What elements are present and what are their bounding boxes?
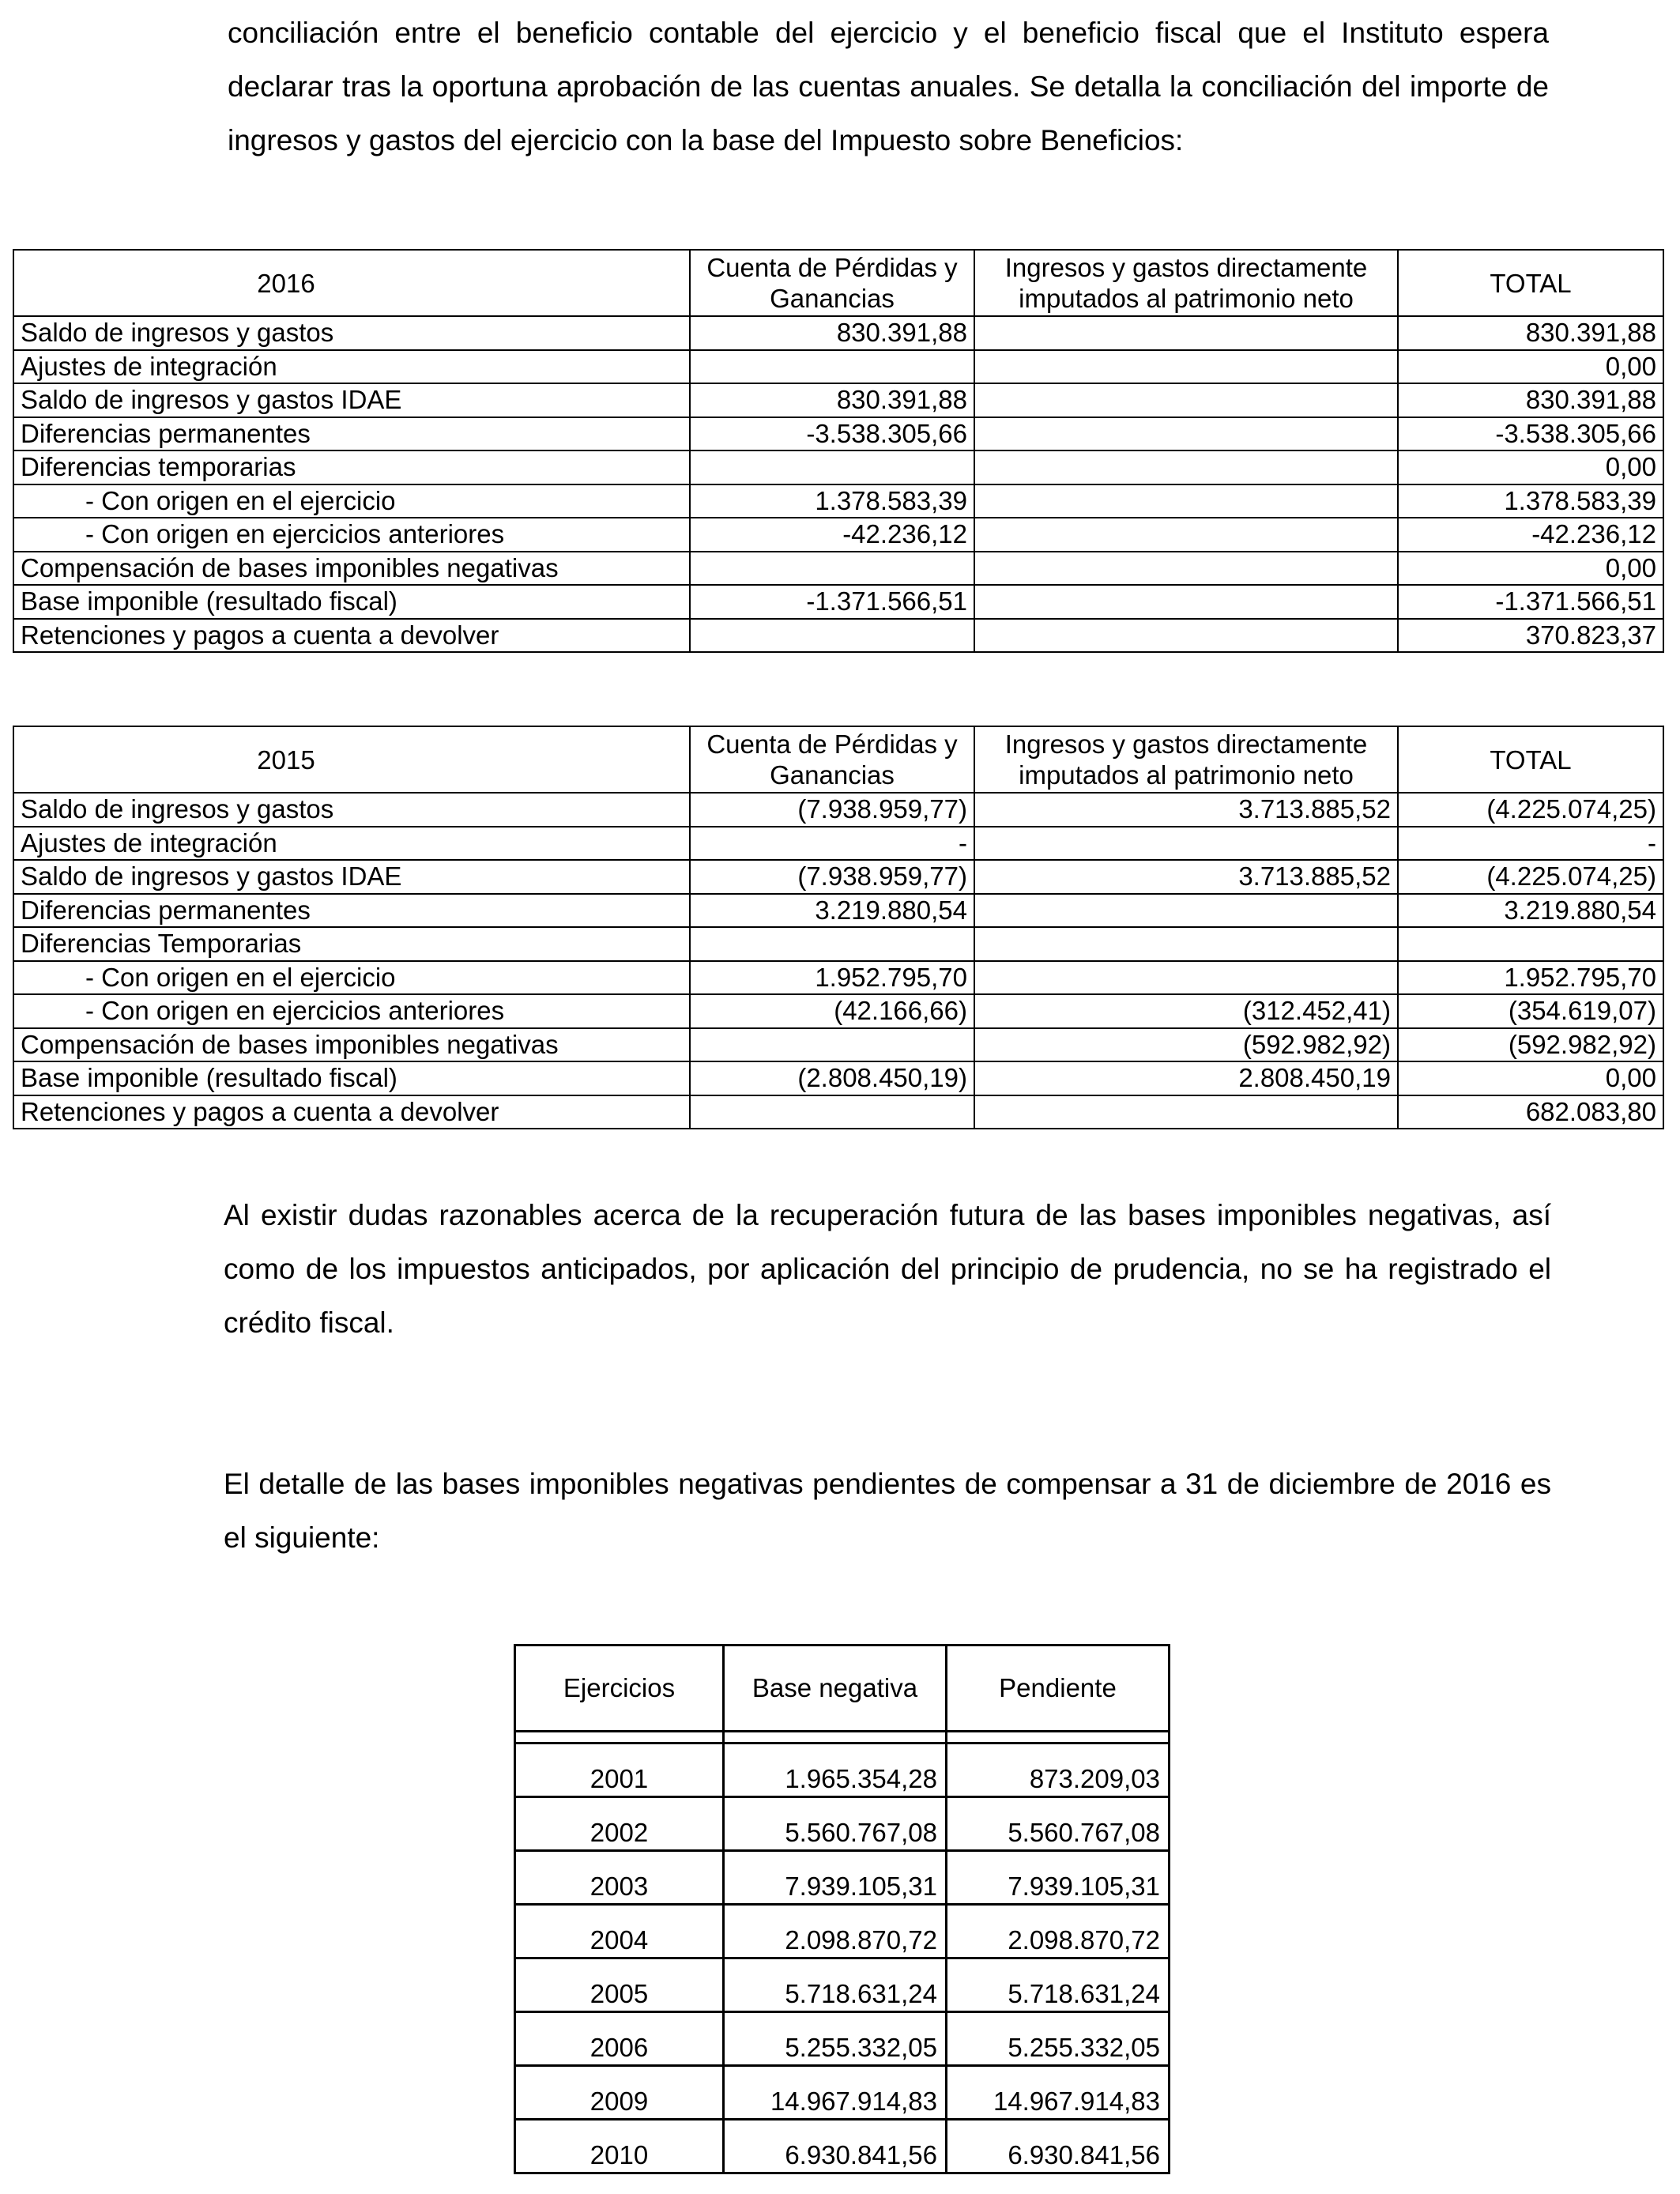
negative-tax-bases-table [514, 1644, 1170, 2174]
patrimonio-cell [974, 585, 1398, 619]
table-row [13, 1095, 1663, 1129]
table-row [13, 894, 1663, 928]
row-label: Compensación de bases imponibles negativas [13, 1028, 690, 1062]
row-label: Diferencias Temporarias [13, 927, 690, 961]
total-cell: 0,00 [1398, 350, 1663, 384]
total-cell: -3.538.305,66 [1398, 417, 1663, 451]
total-cell: (4.225.074,25) [1398, 860, 1663, 894]
total-cell: -42.236,12 [1398, 518, 1663, 552]
ejercicios-column-header: Ejercicios [515, 1646, 724, 1732]
patrimonio-cell [974, 961, 1398, 995]
pyg-cell [690, 450, 974, 484]
row-label: Diferencias permanentes [13, 894, 690, 928]
pyg-cell: -42.236,12 [690, 518, 974, 552]
patrimonio-cell [974, 894, 1398, 928]
base-negativa-cell: 1.965.354,28 [724, 1744, 947, 1797]
total-cell: 0,00 [1398, 1061, 1663, 1095]
total-cell: 1.952.795,70 [1398, 961, 1663, 995]
base-negativa-cell: 7.939.105,31 [724, 1851, 947, 1905]
table-row [515, 2120, 1170, 2173]
table-row [13, 860, 1663, 894]
row-label: Saldo de ingresos y gastos IDAE [13, 860, 690, 894]
patrimonio-cell [974, 927, 1398, 961]
base-negativa-cell: 14.967.914,83 [724, 2066, 947, 2120]
table-row [13, 484, 1663, 518]
pendiente-cell: 14.967.914,83 [947, 2066, 1170, 2120]
table-row [13, 316, 1663, 350]
row-label: - Con origen en el ejercicio [13, 961, 690, 995]
reconciliation-table-2015 [13, 726, 1664, 1129]
row-label: Ajustes de integración [13, 827, 690, 861]
pyg-cell [690, 1095, 974, 1129]
total-column-header: TOTAL [1398, 250, 1663, 316]
row-label: Ajustes de integración [13, 350, 690, 384]
row-label: Diferencias temporarias [13, 450, 690, 484]
pyg-cell [690, 619, 974, 653]
patrimonio-cell: (592.982,92) [974, 1028, 1398, 1062]
prudence-note-paragraph: Al existir dudas razonables acerca de la recuperación futura de las bases imponibles negativas, así como de los impuestos anticipados, por aplicación del principio de prudencia, no se ha registrado el crédito fiscal. [224, 1199, 1551, 1339]
base-negativa-cell: 6.930.841,56 [724, 2120, 947, 2173]
table-row [515, 1905, 1170, 1958]
total-cell: 0,00 [1398, 552, 1663, 586]
table-row [13, 793, 1663, 827]
table-body [13, 316, 1663, 652]
pendiente-cell: 5.718.631,24 [947, 1958, 1170, 2012]
pendiente-cell: 5.560.767,08 [947, 1797, 1170, 1851]
total-cell: (4.225.074,25) [1398, 793, 1663, 827]
header-spacer-row [515, 1732, 1170, 1744]
patrimonio-cell [974, 417, 1398, 451]
table-row [13, 619, 1663, 653]
table-row [13, 518, 1663, 552]
patrimonio-cell [974, 827, 1398, 861]
base-negativa-column-header: Base negativa [724, 1646, 947, 1732]
row-label: Retenciones y pagos a cuenta a devolver [13, 619, 690, 653]
table-row [13, 927, 1663, 961]
patrimonio-cell [974, 518, 1398, 552]
table-row [13, 1061, 1663, 1095]
total-cell: 3.219.880,54 [1398, 894, 1663, 928]
pyg-cell: 1.952.795,70 [690, 961, 974, 995]
row-label: - Con origen en ejercicios anteriores [13, 518, 690, 552]
row-label: Saldo de ingresos y gastos [13, 316, 690, 350]
pyg-cell: - [690, 827, 974, 861]
pyg-cell [690, 350, 974, 384]
table-row [13, 350, 1663, 384]
year-cell: 2004 [515, 1905, 724, 1958]
pyg-cell: -3.538.305,66 [690, 417, 974, 451]
pyg-column-header: Cuenta de Pérdidas y Ganancias [690, 726, 974, 793]
table-row [515, 2066, 1170, 2120]
base-negativa-cell: 2.098.870,72 [724, 1905, 947, 1958]
pyg-cell: (42.166,66) [690, 994, 974, 1028]
pendiente-column-header: Pendiente [947, 1646, 1170, 1732]
table-header-row [515, 1646, 1170, 1732]
pendiente-cell: 873.209,03 [947, 1744, 1170, 1797]
pyg-cell: 830.391,88 [690, 383, 974, 417]
total-cell: 682.083,80 [1398, 1095, 1663, 1129]
total-cell: 0,00 [1398, 450, 1663, 484]
row-label: Saldo de ingresos y gastos IDAE [13, 383, 690, 417]
intro-paragraph: conciliación entre el beneficio contable del ejercicio y el beneficio fiscal que el Instituto espera declarar tras la oportuna aprobación de las cuentas anuales. Se detalla la conciliación del importe de ingresos y gastos del ejercicio con la base del Impuesto sobre Beneficios: [228, 17, 1549, 156]
table-body [515, 1732, 1170, 2173]
pyg-column-header: Cuenta de Pérdidas y Ganancias [690, 250, 974, 316]
table-row [13, 417, 1663, 451]
row-label: Base imponible (resultado fiscal) [13, 1061, 690, 1095]
patrimonio-cell [974, 552, 1398, 586]
table-row [13, 552, 1663, 586]
patrimonio-cell: 2.808.450,19 [974, 1061, 1398, 1095]
total-cell: 830.391,88 [1398, 316, 1663, 350]
table-row [515, 1744, 1170, 1797]
patrimonio-column-header: Ingresos y gastos directamente imputados al patrimonio neto [974, 250, 1398, 316]
pyg-cell [690, 1028, 974, 1062]
year-cell: 2002 [515, 1797, 724, 1851]
table-header-row [13, 250, 1663, 316]
patrimonio-cell [974, 1095, 1398, 1129]
table-row [13, 383, 1663, 417]
pendiente-cell: 7.939.105,31 [947, 1851, 1170, 1905]
row-label: - Con origen en ejercicios anteriores [13, 994, 690, 1028]
pyg-cell [690, 927, 974, 961]
table-body [13, 793, 1663, 1129]
table-header-row [13, 726, 1663, 793]
total-cell: - [1398, 827, 1663, 861]
table-row [515, 1958, 1170, 2012]
total-cell: -1.371.566,51 [1398, 585, 1663, 619]
patrimonio-cell: 3.713.885,52 [974, 860, 1398, 894]
pyg-cell [690, 552, 974, 586]
year-cell: 2001 [515, 1744, 724, 1797]
year-cell: 2005 [515, 1958, 724, 2012]
pyg-cell: (2.808.450,19) [690, 1061, 974, 1095]
table-row [515, 2012, 1170, 2066]
patrimonio-cell: 3.713.885,52 [974, 793, 1398, 827]
table-row [515, 1851, 1170, 1905]
patrimonio-cell [974, 484, 1398, 518]
patrimonio-cell [974, 350, 1398, 384]
total-cell [1398, 927, 1663, 961]
total-column-header: TOTAL [1398, 726, 1663, 793]
pyg-cell: 1.378.583,39 [690, 484, 974, 518]
year-header: 2016 [13, 250, 690, 316]
table-row [13, 994, 1663, 1028]
total-cell: 1.378.583,39 [1398, 484, 1663, 518]
reconciliation-table-2016 [13, 249, 1664, 653]
table-row [13, 961, 1663, 995]
total-cell: 830.391,88 [1398, 383, 1663, 417]
patrimonio-cell [974, 316, 1398, 350]
total-cell: (592.982,92) [1398, 1028, 1663, 1062]
row-label: Saldo de ingresos y gastos [13, 793, 690, 827]
pendiente-cell: 6.930.841,56 [1008, 2140, 1160, 2169]
year-cell: 2009 [515, 2066, 724, 2120]
year-cell: 2006 [515, 2012, 724, 2066]
row-label: - Con origen en el ejercicio [13, 484, 690, 518]
pyg-cell: 3.219.880,54 [690, 894, 974, 928]
table-row [13, 1028, 1663, 1062]
pendiente-cell: 2.098.870,72 [947, 1905, 1170, 1958]
patrimonio-cell [974, 619, 1398, 653]
patrimonio-cell [974, 383, 1398, 417]
pendiente-cell: 5.255.332,05 [947, 2012, 1170, 2066]
base-negativa-cell: 5.560.767,08 [724, 1797, 947, 1851]
patrimonio-cell [974, 450, 1398, 484]
row-label: Diferencias permanentes [13, 417, 690, 451]
detail-intro-paragraph: El detalle de las bases imponibles negativas pendientes de compensar a 31 de diciembre de 2016 es el siguiente: [224, 1468, 1551, 1554]
table-row [515, 1797, 1170, 1851]
total-cell: (354.619,07) [1398, 994, 1663, 1028]
base-negativa-cell: 5.718.631,24 [724, 1958, 947, 2012]
pyg-cell: -1.371.566,51 [690, 585, 974, 619]
row-label: Retenciones y pagos a cuenta a devolver [13, 1095, 690, 1129]
pyg-cell: 830.391,88 [690, 316, 974, 350]
base-negativa-cell: 5.255.332,05 [724, 2012, 947, 2066]
table-row [13, 827, 1663, 861]
pyg-cell: (7.938.959,77) [690, 793, 974, 827]
pyg-cell: (7.938.959,77) [690, 860, 974, 894]
year-cell: 2010 [515, 2120, 724, 2173]
row-label: Base imponible (resultado fiscal) [13, 585, 690, 619]
row-label: Compensación de bases imponibles negativas [13, 552, 690, 586]
year-cell: 2003 [515, 1851, 724, 1905]
year-header: 2015 [13, 726, 690, 793]
patrimonio-cell: (312.452,41) [974, 994, 1398, 1028]
total-cell: 370.823,37 [1398, 619, 1663, 653]
patrimonio-column-header: Ingresos y gastos directamente imputados al patrimonio neto [974, 726, 1398, 793]
table-row [13, 585, 1663, 619]
table-row [13, 450, 1663, 484]
